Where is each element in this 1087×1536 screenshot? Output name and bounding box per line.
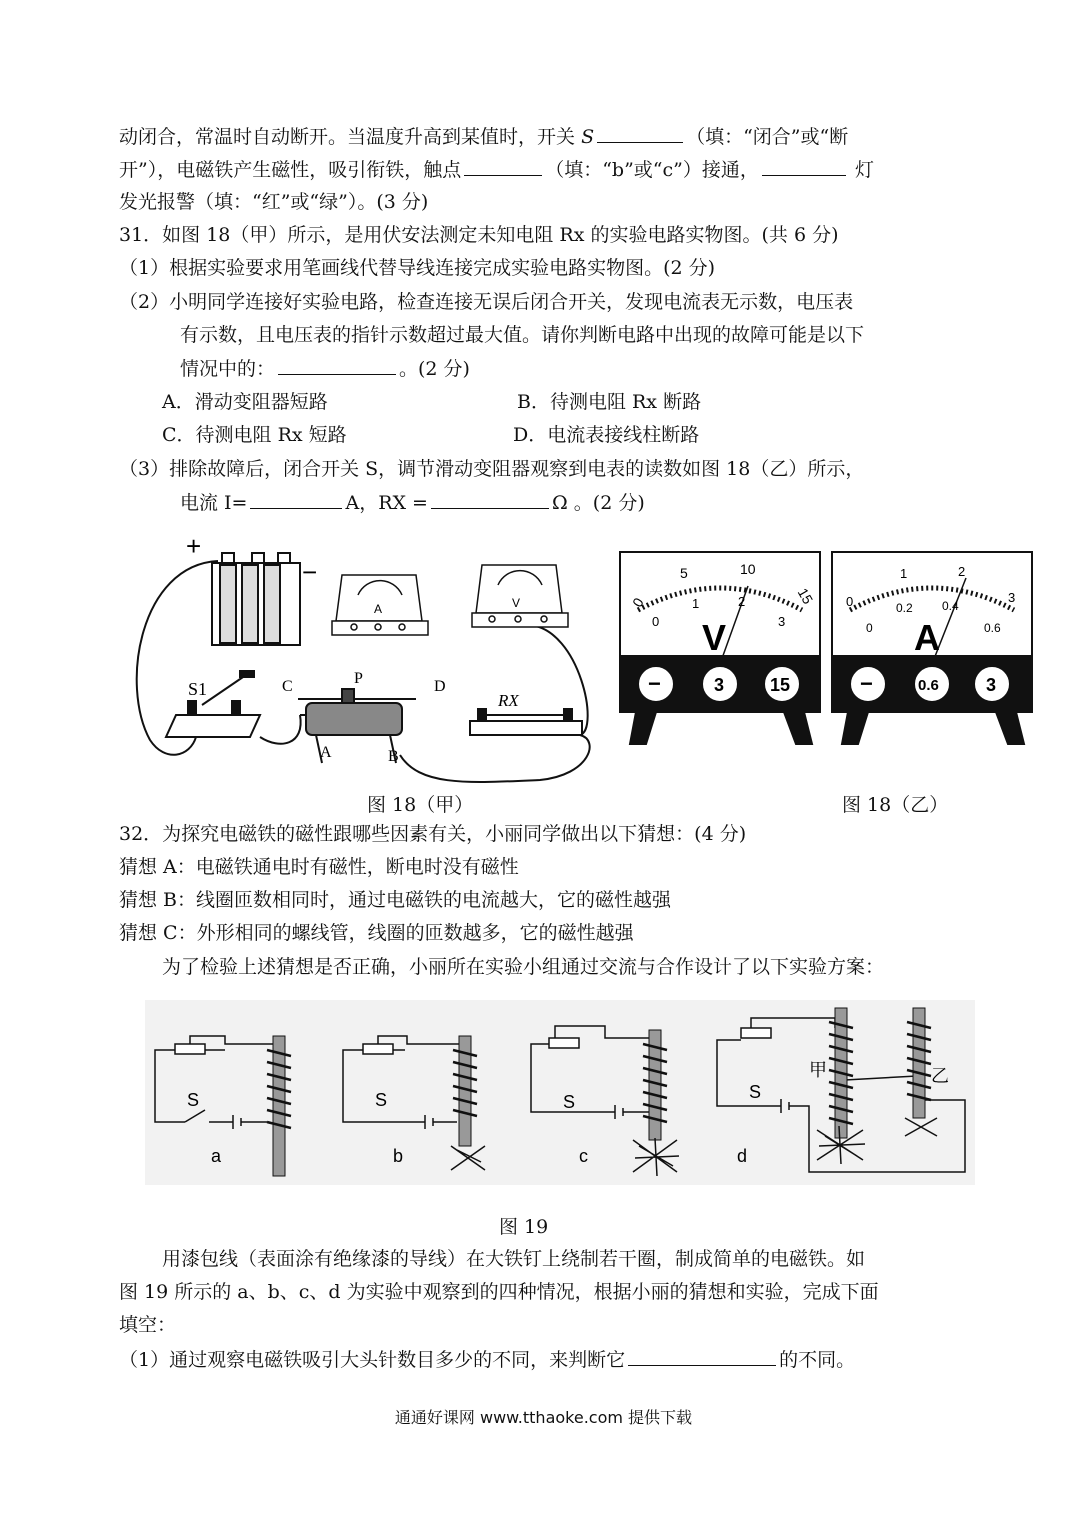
body-text: 填空： bbox=[119, 1314, 177, 1336]
ammeter-tick: 0.2 bbox=[896, 601, 913, 615]
fig19-switch-label: S bbox=[563, 1092, 576, 1112]
question-31-part2: 有示数，且电压表的指针示数超过最大值。请你判断电路中出现的故障可能是以下 bbox=[180, 324, 865, 346]
fig19-label-b: b bbox=[393, 1146, 404, 1166]
figure-19-caption: 图 19 bbox=[499, 1216, 549, 1238]
guess-b: 猜想 B：线圈匝数相同时，通过电磁铁的电流越大，它的磁性越强 bbox=[119, 889, 672, 911]
page-footer: 通通好课网 www.tthaoke.com 提供下载 bbox=[394, 1408, 693, 1427]
ammeter-tick: 0 bbox=[846, 594, 854, 609]
question-31-part1: （1）根据实验要求用笔画线代替导线连接完成实验电路实物图。(2 分) bbox=[119, 257, 716, 279]
option-a: A．滑动变阻器短路 bbox=[162, 391, 328, 413]
question-31-part2: 情况中的： 。(2 分) bbox=[180, 354, 470, 383]
voltmeter-tick: 0 bbox=[652, 614, 660, 629]
ammeter-small-label: A bbox=[374, 602, 383, 616]
ammeter-terminal: 3 bbox=[986, 675, 997, 695]
figure-19-experiments bbox=[145, 1000, 975, 1185]
fig19-switch-label: S bbox=[375, 1090, 388, 1110]
question-31-part3: （3）排除故障后，闭合开关 S，调节滑动变阻器观察到电表的读数如图 18（乙）所示， bbox=[119, 458, 865, 480]
battery-plus-label: + bbox=[186, 531, 202, 561]
rheostat-a-label: A bbox=[320, 744, 332, 761]
switch-icon bbox=[166, 671, 260, 737]
ammeter-tick: 1 bbox=[900, 566, 908, 581]
voltmeter-tick: 10 bbox=[740, 561, 756, 577]
voltmeter-terminal: 3 bbox=[714, 675, 725, 695]
figure-18a-caption: 图 18（甲） bbox=[367, 794, 474, 816]
text-line: 动闭合，常温时自动断开。当温度升高到某值时，开关 S （填：“闭合”或“断 bbox=[119, 122, 848, 151]
voltmeter-small-label: V bbox=[512, 596, 521, 610]
fig19-label-c: c bbox=[579, 1146, 588, 1166]
ammeter-tick: 0.4 bbox=[942, 599, 959, 613]
fig19-jia-label: 甲 bbox=[809, 1060, 827, 1081]
voltmeter-tick: 0 bbox=[628, 594, 647, 610]
rheostat-p-label: P bbox=[354, 670, 363, 687]
guess-c: 猜想 C：外形相同的螺线管，线圈的匝数越多，它的磁性越强 bbox=[119, 922, 634, 944]
voltmeter-terminal: 15 bbox=[770, 675, 791, 695]
voltmeter-terminal: − bbox=[648, 671, 661, 696]
fig19-label-d: d bbox=[737, 1146, 748, 1166]
ammeter-tick: 0.6 bbox=[984, 621, 1001, 635]
option-c: C．待测电阻 Rx 短路 bbox=[162, 424, 347, 446]
ammeter-tick: 3 bbox=[1008, 590, 1016, 605]
plan-text: 为了检验上述猜想是否正确，小丽所在实验小组通过交流与合作设计了以下实验方案： bbox=[162, 956, 885, 978]
question-31-part2: （2）小明同学连接好实验电路，检查连接无误后闭合开关，发现电流表无示数，电压表 bbox=[119, 291, 854, 313]
question-31-title: 31．如图 18（甲）所示，是用伏安法测定未知电阻 Rx 的实验电路实物图。(共 6 分) bbox=[119, 224, 839, 246]
fig19-label-a: a bbox=[211, 1146, 222, 1166]
question-32-title: 32．为探究电磁铁的磁性跟哪些因素有关，小丽同学做出以下猜想：(4 分) bbox=[119, 823, 747, 845]
text-line: 开”），电磁铁产生磁性，吸引衔铁，触点 （填：“b”或“c”）接通， 灯 bbox=[119, 155, 874, 184]
fig19-switch-label: S bbox=[187, 1090, 200, 1110]
ammeter-tick: 2 bbox=[958, 564, 966, 579]
question-32-part1: （1）通过观察电磁铁吸引大头针数目多少的不同，来判断它 的不同。 bbox=[119, 1345, 855, 1374]
figure-18-meters bbox=[616, 548, 1036, 748]
body-text: 用漆包线（表面涂有绝缘漆的导线）在大铁钉上绕制若干圈，制成简单的电磁铁。如 bbox=[162, 1248, 866, 1270]
ammeter-tick: 0 bbox=[866, 621, 873, 635]
rheostat-b-label: B bbox=[388, 748, 399, 765]
battery-icon bbox=[212, 553, 300, 645]
resistor-icon bbox=[470, 709, 582, 735]
ammeter-symbol: A bbox=[914, 617, 940, 658]
fig19-switch-label: S bbox=[749, 1082, 762, 1102]
option-b: B．待测电阻 Rx 断路 bbox=[517, 391, 702, 413]
voltmeter-tick: 15 bbox=[794, 585, 817, 607]
rheostat-d-label: D bbox=[434, 678, 446, 695]
voltmeter-tick: 1 bbox=[692, 596, 700, 611]
voltmeter-tick: 2 bbox=[738, 594, 746, 609]
voltmeter-symbol: V bbox=[702, 617, 727, 658]
figure-18b-caption: 图 18（乙） bbox=[842, 794, 949, 816]
guess-a: 猜想 A：电磁铁通电时有磁性，断电时没有磁性 bbox=[119, 856, 519, 878]
body-text: 图 19 所示的 a、b、c、d 为实验中观察到的四种情况，根据小丽的猜想和实验，完成下面 bbox=[119, 1281, 879, 1303]
voltmeter-tick: 5 bbox=[680, 565, 688, 581]
battery-minus-label: − bbox=[302, 557, 318, 587]
ammeter-terminal: 0.6 bbox=[918, 677, 939, 694]
rheostat-c-label: C bbox=[282, 678, 293, 695]
fig19-yi-label: 乙 bbox=[931, 1066, 949, 1087]
resistor-label: RX bbox=[498, 691, 519, 710]
ammeter-terminal: − bbox=[860, 671, 873, 696]
question-31-part3: 电流 I= A，RX = Ω 。(2 分) bbox=[180, 488, 645, 517]
option-d: D．电流表接线柱断路 bbox=[513, 424, 700, 446]
voltmeter-tick: 3 bbox=[778, 614, 786, 629]
switch-label: S1 bbox=[188, 679, 208, 699]
text-line: 发光报警（填：“红”或“绿”）。(3 分) bbox=[119, 191, 429, 213]
